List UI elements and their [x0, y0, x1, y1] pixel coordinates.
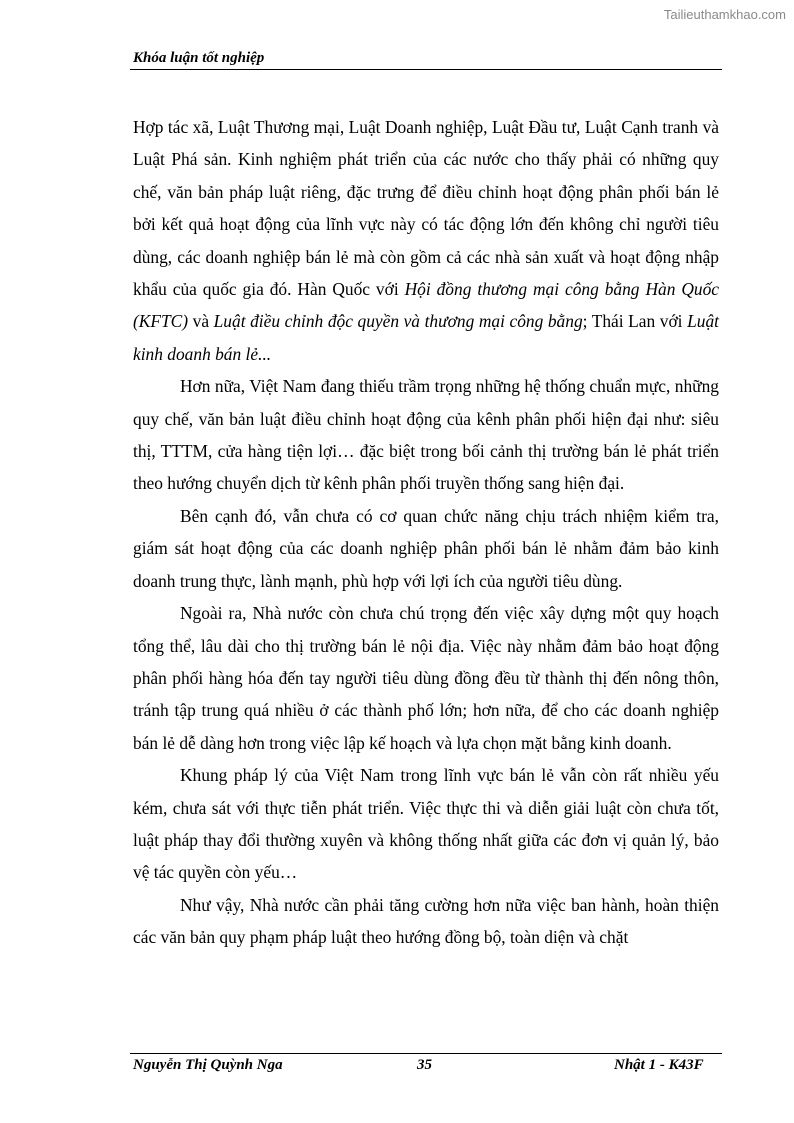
page-number: 35: [417, 1057, 432, 1073]
paragraph-4: Ngoài ra, Nhà nước còn chưa chú trọng đến việc xây dựng một quy hoạch tổng thể, lâu dài cho thị trường bán lẻ nội địa. Việc này nhằm đảm bảo hoạt động phân phối hàng hóa đến tay người tiêu dùng đồng đều từ thành thị đến nông thôn, tránh tập trung quá nhiều ở các thành phố lớn; hơn nữa, để cho các doanh nghiệp bán lẻ dễ dàng hơn trong việc lập kế hoạch và lựa chọn mặt bằng kinh doanh.: [133, 603, 719, 753]
header-divider: [130, 69, 722, 70]
paragraph-1-connector: và: [188, 311, 214, 332]
footer-class-code: Nhật 1 - K43F: [614, 1057, 704, 1073]
footer-divider: [130, 1053, 722, 1054]
retail-law-name: Luật kinh doanh bán lẻ...: [133, 311, 719, 364]
paragraph-1-text: Hợp tác xã, Luật Thương mại, Luật Doanh nghiệp, Luật Đầu tư, Luật Cạnh tranh và Luật Phá sản. Kinh nghiệm phát triển của các nước cho thấy phải có những quy chế, văn bản pháp luật riêng, đặc trưng để điều chỉnh hoạt động phân phối bán lẻ bởi kết quả hoạt động của lĩnh vực này có tác động lớn đến không chỉ người tiêu dùng, các doanh nghiệp bán lẻ mà còn gồm cả các nhà sản xuất và hoạt động nhập khẩu của quốc gia đó. Hàn Quốc với: [133, 117, 719, 300]
body-text: [133, 111, 719, 954]
footer-author: Nguyễn Thị Quỳnh Nga: [133, 1057, 283, 1073]
paragraph-1-thailand: ; Thái Lan với: [582, 311, 688, 332]
watermark: Tailieuthamkhao.com: [663, 7, 786, 22]
paragraph-5: Khung pháp lý của Việt Nam trong lĩnh vực bán lẻ vẫn còn rất nhiều yếu kém, chưa sát với thực tiễn phát triển. Việc thực thi và diễn giải luật còn chưa tốt, luật pháp thay đổi thường xuyên và không thống nhất giữa các đơn vị quản lý, bảo vệ tác quyền còn yếu…: [133, 765, 719, 883]
paragraph-2: Hơn nữa, Việt Nam đang thiếu trầm trọng những hệ thống chuẩn mực, những quy chế, văn bản luật điều chỉnh hoạt động của kênh phân phối hiện đại như: siêu thị, TTTM, cửa hàng tiện lợi… đặc biệt trong bối cảnh thị trường bán lẻ phát triển theo hướng chuyển dịch từ kênh phân phối truyền thống sang hiện đại.: [133, 376, 719, 494]
paragraph-6: Như vậy, Nhà nước cần phải tăng cường hơn nữa việc ban hành, hoàn thiện các văn bản quy phạm pháp luật theo hướng đồng bộ, toàn diện và chặt: [133, 894, 719, 948]
kftc-name: Hội đồng thương mại công bằng Hàn Quốc (KFTC): [133, 279, 719, 332]
paragraph-3: Bên cạnh đó, vẫn chưa có cơ quan chức năng chịu trách nhiệm kiểm tra, giám sát hoạt động của các doanh nghiệp phân phối bán lẻ nhằm đảm bảo kinh doanh trung thực, lành mạnh, phù hợp với lợi ích của người tiêu dùng.: [133, 505, 719, 591]
fair-trade-law-name: Luật điều chỉnh độc quyền và thương mại công bằng: [213, 311, 583, 332]
running-header-title: Khóa luận tốt nghiệp: [133, 50, 265, 66]
paragraph-1: [133, 111, 719, 370]
